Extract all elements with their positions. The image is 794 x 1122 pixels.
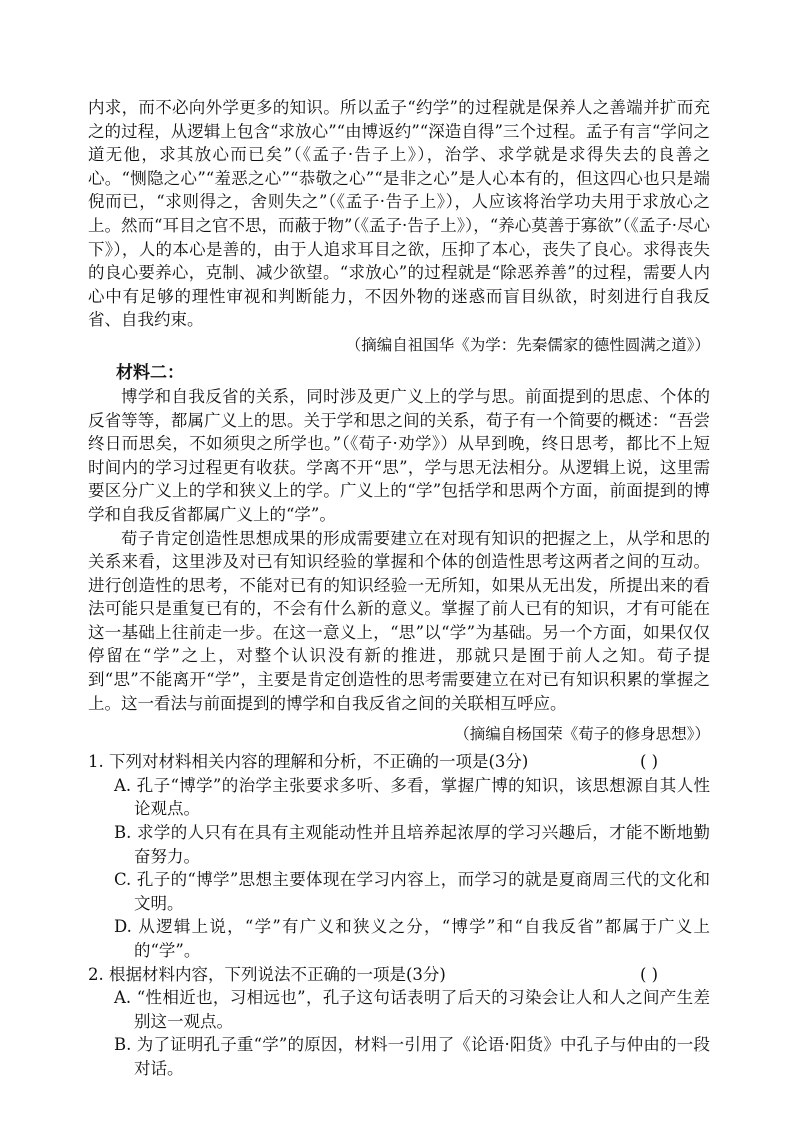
question-2-option-a: A. “性相近也，习相远也”，孔子这句话表明了后天的习染会让人和人之间产生差别这一观点。 [114,988,710,1031]
question-1-option-a: A. 孔子“博学”的治学主张要求多听、多看，掌握广博的知识，该思想源自其人性论观点。 [114,775,710,819]
question-1-option-c: C. 孔子的“博学”思想主要体现在学习内容上，而学习的就是夏商周三代的文化和文明。 [114,870,710,913]
question-2-answer-blank: ( ) [640,964,659,984]
question-1 [88,750,710,962]
question-1-text: 1. 下列对材料相关内容的理解和分析，不正确的一项是(3分) [88,752,529,772]
question-1-option-b: B. 求学的人只有在具有主观能动性并且培养起浓厚的学习兴趣后，才能不断地勤奋努力。 [114,823,710,866]
question-1-title [88,750,710,774]
material1-paragraph: 内求，而不必向外学更多的知识。所以孟子“约学”的过程就是保养人之善端并扩而充之的过程，从逻辑上包含“求放心”“由博返约”“深造自得”三个过程。孟子有言“学问之道无他，求其放心而已矣”（《孟子·告子上》），治学、求学就是求得失去的良善之心。“恻隐之心”“羞恶之心”“恭敬之心”“是非之心”是人心本有的，但这四心也只是端倪而已，“求则得之，舍则失之”（《孟子·告子上》），人应该将治学功夫用于求放心之上。然而“耳目之官不思，而蔽于物”（《孟子·告子上》），“养心莫善于寡欲”（《孟子·尽心下》），人的本心是善的，由于人追求耳目之欲，压抑了本心，丧失了良心。求得丧失的良心要养心，克制、减少欲望。“求放心”的过程就是“除恶养善”的过程，需要人内心中有足够的理性审视和判断能力，不因外物的迷惑而盲目纵欲，时刻进行自我反省、自我约束。 [88,98,710,330]
question-2-option-b: B. 为了证明孔子重“学”的原因，材料一引用了《论语·阳货》中孔子与仲由的一段对话。 [114,1035,710,1078]
material2-paragraph-1: 博学和自我反省的关系，同时涉及更广义上的学与思。前面提到的思虑、个体的反省等等，都属广义上的思。关于学和思之间的关系，荀子有一个简要的概述：“吾尝终日而思矣，不如须臾之所学也。”（《荀子·劝学》）从早到晚，终日思考，都比不上短时间内的学习过程更有收获。学离不开“思”，学与思无法相分。从逻辑上说，这里需要区分广义上的学和狭义上的学。广义上的“学”包括学和思两个方面，前面提到的博学和自我反省都属广义上的“学”。 [88,386,710,524]
question-2-title [88,963,710,987]
question-2 [88,963,710,1081]
material2-heading: 材料二： [116,362,184,383]
material2-paragraph-2: 荀子肯定创造性思想成果的形成需要建立在对现有知识的把握之上，从学和思的关系来看，这里涉及对已有知识经验的掌握和个体的创造性思考这两者之间的互动。进行创造性的思考，不能对已有的知识经验一无所知，如果从无出发，所提出来的看法可能只是重复已有的，不会有什么新的意义。掌握了前人已有的知识，才有可能在这一基础上往前走一步。在这一意义上，“思”以“学”为基础。另一个方面，如果仅仅停留在“学”之上，对整个认识没有新的推进，那就只是囿于前人之知。荀子提到“思”不能离开“学”，主要是肯定创造性的思考需要建立在对已有知识积累的掌握之上。这一看法与前面提到的博学和自我反省之间的关联相互呼应。 [88,528,710,713]
question-1-answer-blank: ( ) [640,752,659,772]
material2-source: （摘编自杨国荣《荀子的修身思想》） [454,725,710,744]
question-1-option-d: D. 从逻辑上说，“学”有广义和狭义之分，“博学”和“自我反省”都属于广义上的“学”。 [114,917,710,960]
material1-source: （摘编自祖国华《为学：先秦儒家的德性圆满之道》） [345,335,710,354]
question-2-text: 2. 根据材料内容，下列说法不正确的一项是(3分) [88,964,446,984]
